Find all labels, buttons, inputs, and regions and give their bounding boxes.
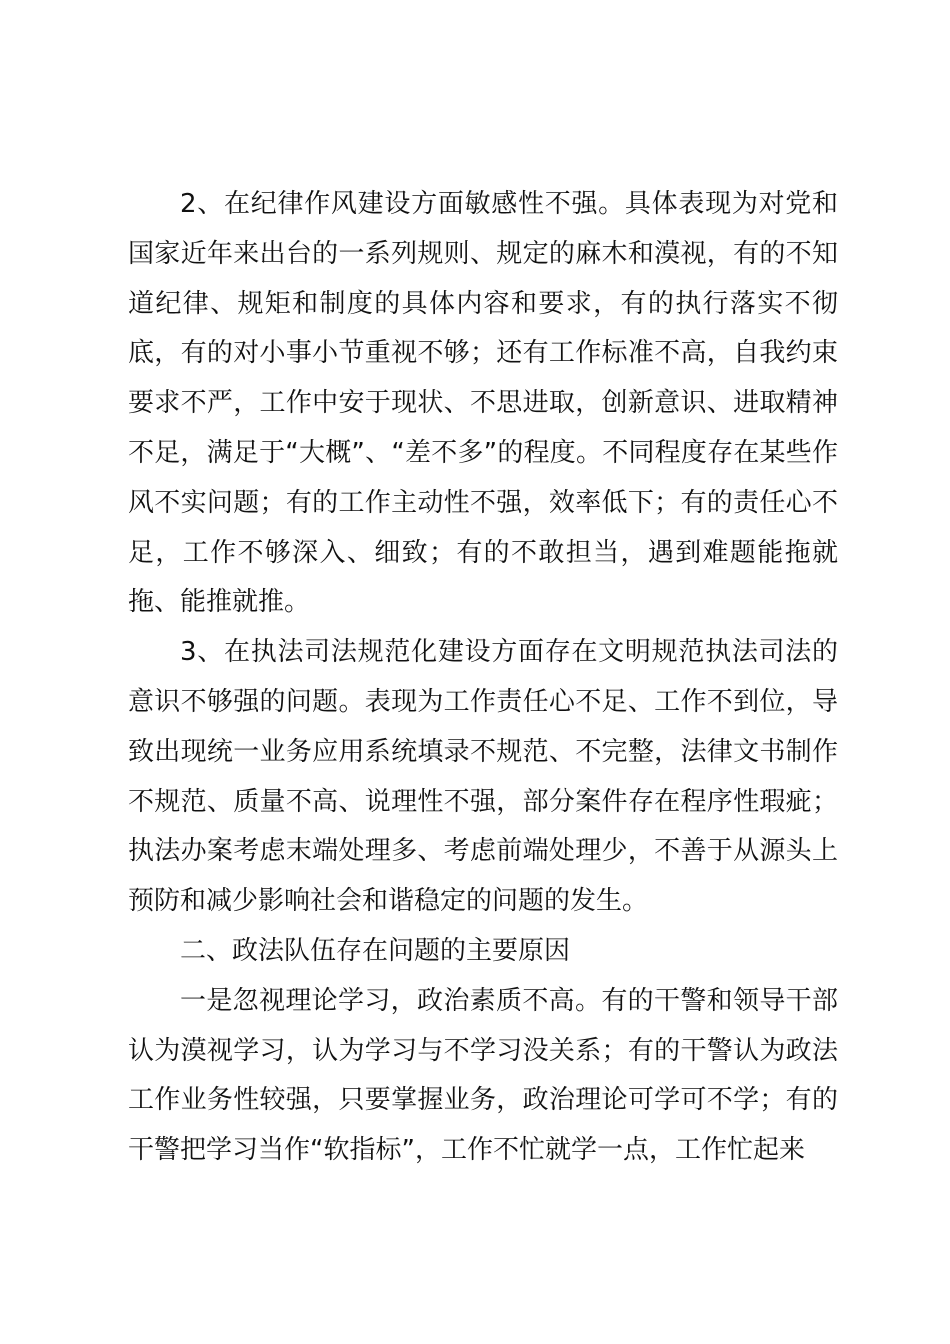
paragraph-discipline-style: 2、在纪律作风建设方面敏感性不强。具体表现为对党和国家近年来出台的一系列规则、规定的麻木和漠视，有的不知道纪律、规矩和制度的具体内容和要求，有的执行落实不彻底，有的对小事小节重视不够；还有工作标准不高，自我约束要求不严，工作中安于现状、不思进取，创新意识、进取精神不足，满足于“大概”、“差不多”的程度。不同程度存在某些作风不实问题；有的工作主动性不强，效率低下；有的责任心不足，工作不够深入、细致；有的不敢担当，遇到难题能拖就拖、能推就推。 [128,189,838,618]
document-body [128,180,838,1176]
paragraph-theory-study: 一是忽视理论学习，政治素质不高。有的干警和领导干部认为漠视学习，认为学习与不学习没关系；有的干警认为政法工作业务性较强，只要掌握业务，政治理论可学可不学；有的干警把学习当作“软指标”，工作不忙就学一点，工作忙起来 [128,985,838,1166]
paragraph-law-enforcement: 3、在执法司法规范化建设方面存在文明规范执法司法的意识不够强的问题。表现为工作责任心不足、工作不到位，导致出现统一业务应用系统填录不规范、不完整，法律文书制作不规范、质量不高、说理性不强，部分案件存在程序性瑕疵；执法办案考虑末端处理多、考虑前端处理少，不善于从源头上预防和减少影响社会和谐稳定的问题的发生。 [128,637,838,917]
section-heading-main-causes: 二、政法队伍存在问题的主要原因 [180,935,571,966]
